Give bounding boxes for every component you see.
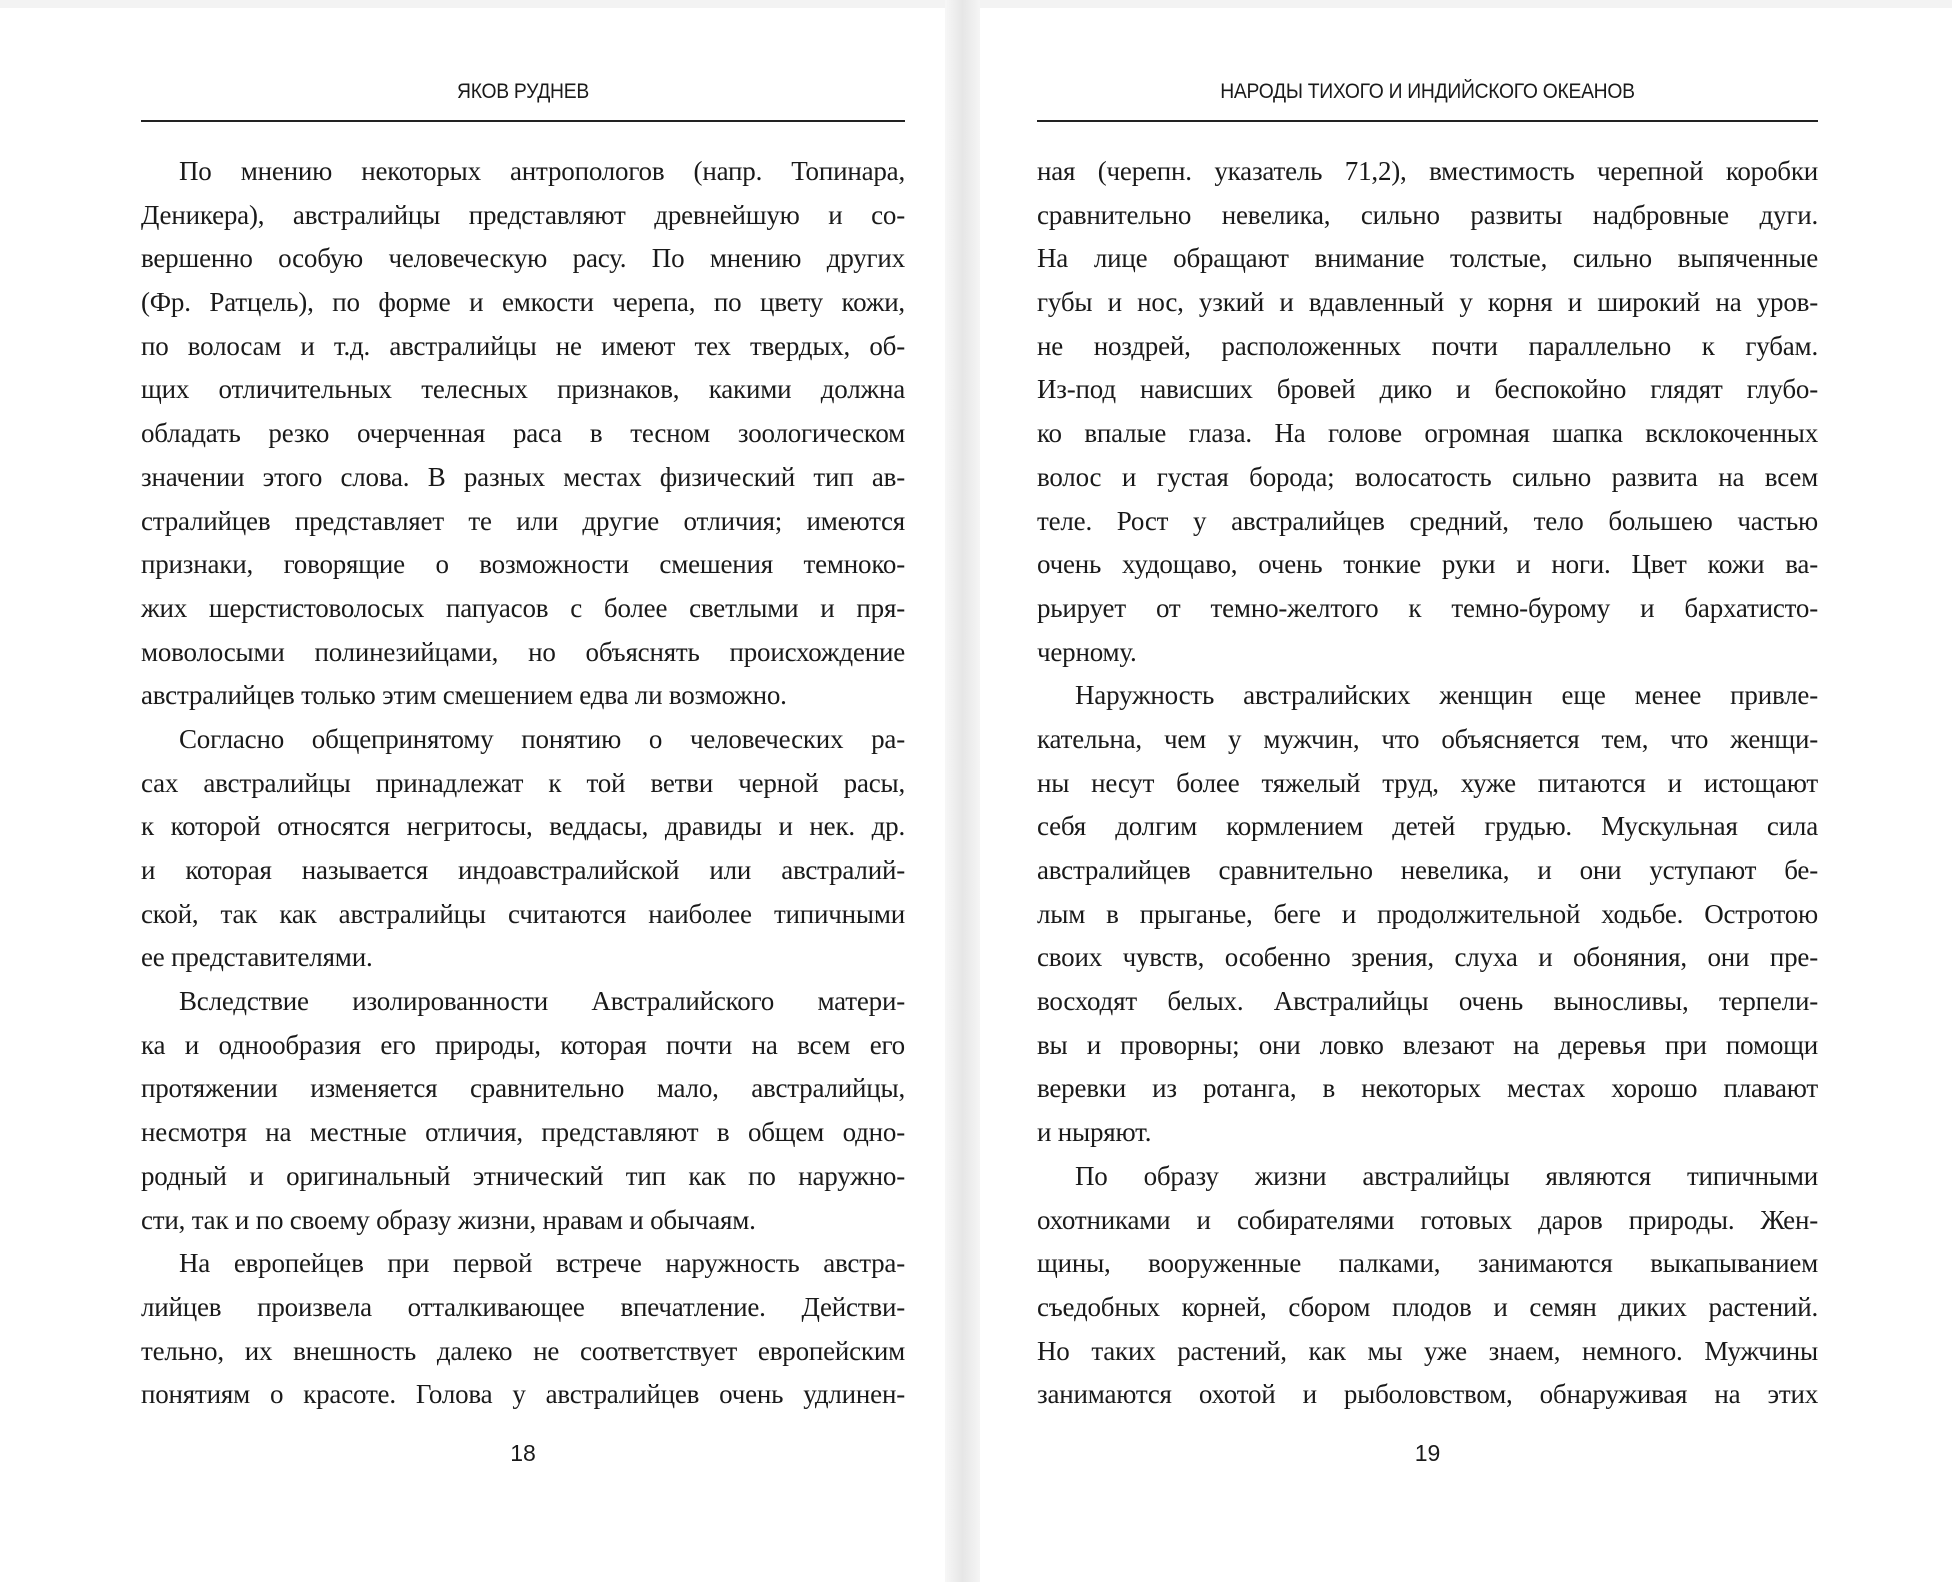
- text-line: восходят белых. Австралийцы очень выносливы, терпели-: [1037, 986, 1818, 1017]
- text-line: австралийцев только этим смешением едва ли возможно.: [141, 680, 787, 711]
- text-line: не ноздрей, расположенных почти параллельно к губам.: [1037, 330, 1818, 361]
- left-page-text: [141, 150, 905, 1417]
- text-line: несмотря на местные отличия, представляют в общем одно-: [141, 1117, 905, 1148]
- text-line: рьирует от темно-желтого к темно-бурому и бархатисто-: [1037, 592, 1818, 623]
- text-line: Из-под нависших бровей дико и беспокойно глядят глубо-: [1037, 374, 1818, 405]
- text-line: ная (черепн. указатель 71,2), вместимость черепной коробки: [1037, 156, 1818, 186]
- text-line: На европейцев при первой встрече наружность австра-: [179, 1248, 905, 1279]
- text-line: своих чувств, особенно зрения, слуха и обоняния, они пре-: [1037, 942, 1818, 973]
- text-line: (Фр. Ратцель), по форме и емкости черепа, по цвету кожи,: [141, 287, 905, 318]
- text-line: Вследствие изолированности Австралийского матери-: [179, 986, 905, 1017]
- text-line: признаки, говорящие о возможности смешения темноко-: [141, 549, 905, 580]
- text-line: ка и однообразия его природы, которая почти на всем его: [141, 1029, 905, 1060]
- right-running-header: НАРОДЫ ТИХОГО И ИНДИЙСКОГО ОКЕАНОВ: [1220, 80, 1635, 103]
- right-page-number: 19: [1414, 1440, 1441, 1466]
- text-line: протяжении изменяется сравнительно мало, австралийцы,: [141, 1073, 905, 1104]
- right-header-rule: [1037, 120, 1818, 122]
- text-line: себя долгим кормлением детей грудью. Мускульная сила: [1037, 811, 1818, 842]
- text-line: значении этого слова. В разных местах физический тип ав-: [141, 461, 905, 492]
- text-line: щих отличительных телесных признаков, какими должна: [141, 374, 905, 405]
- text-line: По мнению некоторых антропологов (напр. Топинара,: [179, 156, 905, 186]
- text-line: ее представителями.: [141, 942, 373, 973]
- text-line: моволосыми полинезийцами, но объяснять происхождение: [141, 636, 905, 667]
- text-line: ской, так как австралийцы считаются наиболее типичными: [141, 898, 905, 929]
- text-line: и ныряют.: [1037, 1117, 1152, 1148]
- text-line: Согласно общепринятому понятию о человеческих ра-: [179, 723, 905, 754]
- left-running-header: ЯКОВ РУДНЕВ: [457, 80, 589, 103]
- text-line: Наружность австралийских женщин еще менее привле-: [1075, 680, 1818, 711]
- text-line: съедобных корней, сбором плодов и семян диких растений.: [1037, 1291, 1818, 1322]
- text-line: сти, так и по своему образу жизни, нравам и обычаям.: [141, 1204, 756, 1235]
- book-gutter: [945, 0, 980, 1582]
- text-line: очень худощаво, очень тонкие руки и ноги. Цвет кожи ва-: [1037, 549, 1818, 580]
- text-line: лийцев произвела отталкивающее впечатление. Действи-: [141, 1291, 905, 1322]
- text-line: и которая называется индоавстралийской или австралий-: [141, 855, 905, 885]
- text-line: лым в прыганье, беге и продолжительной ходьбе. Остротою: [1037, 898, 1818, 929]
- text-line: черному.: [1037, 636, 1137, 667]
- text-line: щины, вооруженные палками, занимаются выкапыванием: [1037, 1248, 1818, 1279]
- text-line: сах австралийцы принадлежат к той ветви черной расы,: [141, 767, 905, 798]
- text-line: ко впалые глаза. На голове огромная шапка всклокоченных: [1037, 418, 1818, 449]
- text-line: На лице обращают внимание толстые, сильно выпяченные: [1037, 243, 1818, 274]
- text-line: губы и нос, узкий и вдавленный у корня и широкий на уров-: [1037, 287, 1818, 318]
- left-page-number: 18: [510, 1440, 536, 1466]
- text-line: жих шерстистоволосых папуасов с более светлыми и пря-: [141, 592, 905, 623]
- text-line: обладать резко очерченная раса в тесном зоологическом: [141, 418, 905, 449]
- text-line: занимаются охотой и рыболовством, обнаруживая на этих: [1037, 1379, 1818, 1410]
- text-line: стралийцев представляет те или другие отличия; имеются: [141, 505, 905, 536]
- right-page-text: [1037, 150, 1818, 1417]
- text-line: австралийцев сравнительно невелика, и они уступают бе-: [1037, 855, 1818, 885]
- text-line: ны несут более тяжелый труд, хуже питаются и истощают: [1037, 767, 1818, 798]
- text-line: волос и густая борода; волосатость сильно развита на всем: [1037, 461, 1818, 492]
- text-line: вы и проворны; они ловко влезают на деревья при помощи: [1037, 1029, 1818, 1060]
- text-line: сравнительно невелика, сильно развиты надбровные дуги.: [1037, 199, 1818, 230]
- left-header-rule: [141, 120, 905, 122]
- text-line: родный и оригинальный этнический тип как по наружно-: [141, 1160, 905, 1191]
- text-line: к которой относятся негритосы, веддасы, дравиды и нек. др.: [141, 811, 905, 842]
- text-line: тельно, их внешность далеко не соответствует европейским: [141, 1335, 905, 1366]
- text-line: веревки из ротанга, в некоторых местах хорошо плавают: [1037, 1073, 1818, 1104]
- text-line: понятиям о красоте. Голова у австралийцев очень удлинен-: [141, 1379, 905, 1410]
- text-line: По образу жизни австралийцы являются типичными: [1075, 1160, 1818, 1191]
- text-line: кательна, чем у мужчин, что объясняется тем, что женщи-: [1037, 723, 1818, 754]
- text-line: вершенно особую человеческую расу. По мнению других: [141, 243, 905, 274]
- text-line: Но таких растений, как мы уже знаем, немного. Мужчины: [1037, 1335, 1818, 1366]
- text-line: по волосам и т.д. австралийцы не имеют тех твердых, об-: [141, 330, 905, 361]
- text-line: теле. Рост у австралийцев средний, тело большею частью: [1037, 505, 1818, 536]
- text-line: Деникера), австралийцы представляют древнейшую и со-: [141, 199, 905, 230]
- text-line: охотниками и собирателями готовых даров природы. Жен-: [1037, 1204, 1818, 1235]
